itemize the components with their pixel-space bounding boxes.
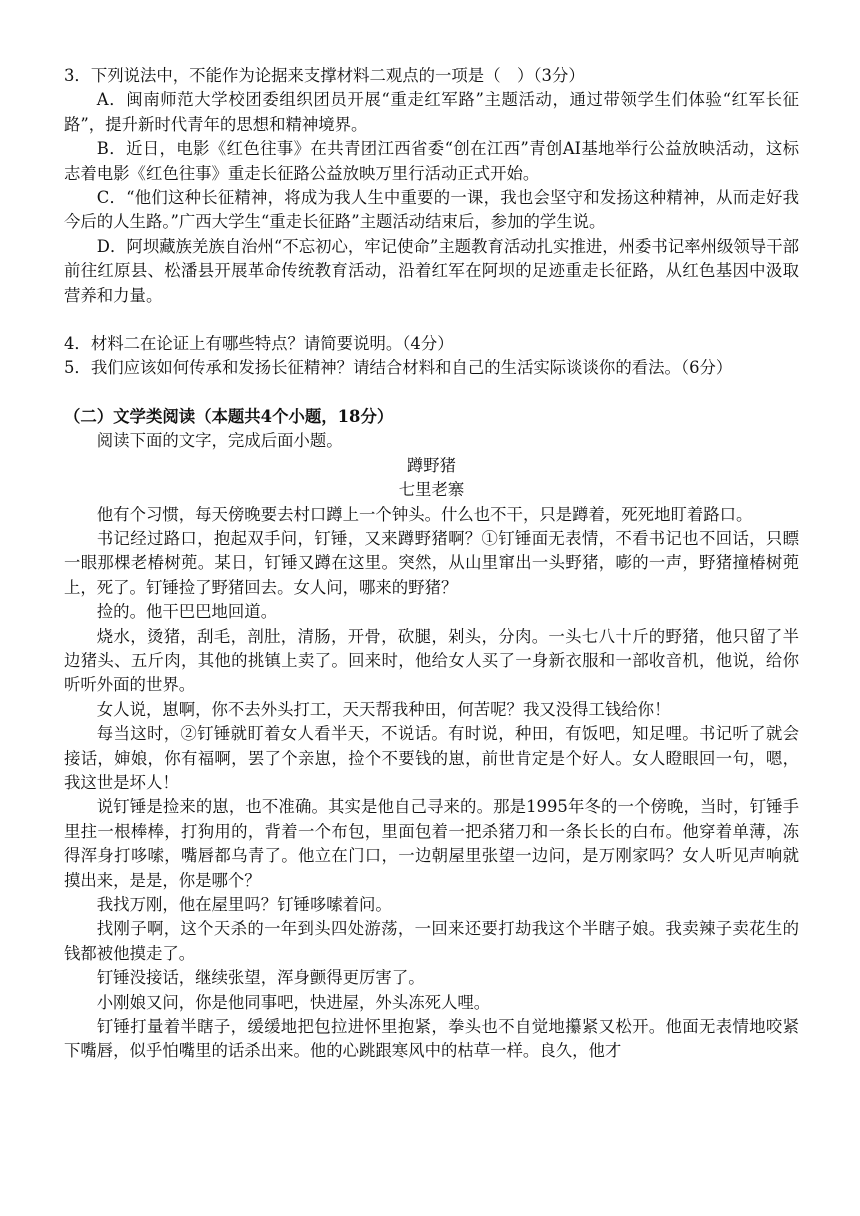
question-5: 5．我们应该如何传承和发扬长征精神？请结合材料和自己的生活实际谈谈你的看法。（6分） [64,358,733,378]
story-paragraph: 我找万刚，他在屋里吗？钉锤哆嗦着问。 [96,895,392,914]
question-3-option-d: D．阿坝藏族羌族自治州“不忘初心，牢记使命”主题教育活动扎实推进，州委书记率州级领导干部前往红原县、松潘县开展革命传统教育活动，沿着红军在阿坝的足迹重走长征路，从红色基因中汲取营养和力量。 [64,236,799,305]
story-paragraph: 找刚子啊，这个天杀的一年到头四处游荡，一回来还要打劫我这个半瞎子娘。我卖辣子卖花生的钱都被他摸走了。 [64,919,799,963]
story-author: 七里老寨 [398,480,465,500]
story-paragraph: 书记经过路口，抱起双手问，钉锤，又来蹲野猪啊？①钉锤面无表情，不看书记也不回话，只瞟一眼那棵老椿树蔸。某日，钉锤又蹲在这里。突然，从山里窜出一头野猪，嘭的一声，野猪撞椿树蔸上，死了。钉锤捡了野猪回去。女人问，哪来的野猪？ [64,528,799,597]
story-paragraph: 烧水，烫猪，刮毛，剖肚，清肠，开骨，砍腿，剁头，分肉。一头七八十斤的野猪，他只留了半边猪头、五斤肉，其他的挑镇上卖了。回来时，他给女人买了一身新衣服和一部收音机，他说，给你听听外面的世界。 [64,626,799,695]
story-paragraph: 每当这时，②钉锤就盯着女人看半天，不说话。有时说，种田，有饭吧，知足哩。书记听了就会接话，婶娘，你有福啊，罢了个亲崽，捡个不要钱的崽，前世肯定是个好人。女人瞪眼回一句，嗯，我这世是坏人！ [64,724,799,792]
question-3-option-c: C．“他们这种长征精神，将成为我人生中重要的一课，我也会坚守和发扬这种精神，从而走好我今后的人生路。”广西大学生“重走长征路”主题活动结束后，参加的学生说。 [64,188,799,232]
story-paragraph: 捡的。他干巴巴地回道。 [96,602,278,622]
story-paragraph: 他有个习惯，每天傍晚要去村口蹲上一个钟头。什么也不干，只是蹲着，死死地盯着路口。 [96,504,753,524]
question-3-option-b: B．近日，电影《红色往事》在共青团江西省委“创在江西”青创AI基地举行公益放映活动，这标志着电影《红色往事》重走长征路公益放映万里行活动正式开始。 [64,139,799,183]
spacer [64,308,799,332]
spacer [64,381,799,405]
section-title: （二）文学类阅读（本题共4个小题，18分） [64,406,394,426]
story-title: 蹲野猪 [406,455,457,475]
story-paragraph: 钉锤没接话，继续张望，浑身颤得更厉害了。 [96,968,425,988]
story-paragraph: 小刚娘又问，你是他同事吧，快进屋，外头冻死人哩。 [96,992,491,1012]
question-3-option-a: A．闽南师范大学校团委组织团员开展“重走红军路”主题活动，通过带领学生们体验“红军长征路”，提升新时代青年的思想和精神境界。 [64,90,799,134]
question-4: 4．材料二在论证上有哪些特点？请简要说明。（4分） [64,334,454,354]
question-3-stem: 3．下列说法中，不能作为论据来支撑材料二观点的一项是（ ）（3分） [64,66,585,85]
story-paragraph: 说钉锤是捡来的崽，也不准确。其实是他自己寻来的。那是1995年冬的一个傍晚，当时，钉锤手里拄一根棒棒，打狗用的，背着一个布包，里面包着一把杀猪刀和一条长长的白布。他穿着单薄，冻得浑身打哆嗦，嘴唇都乌青了。他立在门口，一边朝屋里张望一边问，是万刚家吗？女人听见声响就摸出来，是是，你是哪个？ [64,797,799,890]
reading-instruction: 阅读下面的文字，完成后面小题。 [96,431,343,451]
exam-page [64,64,799,1064]
story-paragraph: 钉锤打量着半瞎子，缓缓地把包拉进怀里抱紧，拳头也不自觉地攥紧又松开。他面无表情地咬紧下嘴唇，似乎怕嘴里的话杀出来。他的心跳跟寒风中的枯草一样。良久，他才 [64,1017,799,1061]
story-paragraph: 女人说，崽啊，你不去外头打工，天天帮我种田，何苦呢？我又没得工钱给你！ [96,699,671,719]
